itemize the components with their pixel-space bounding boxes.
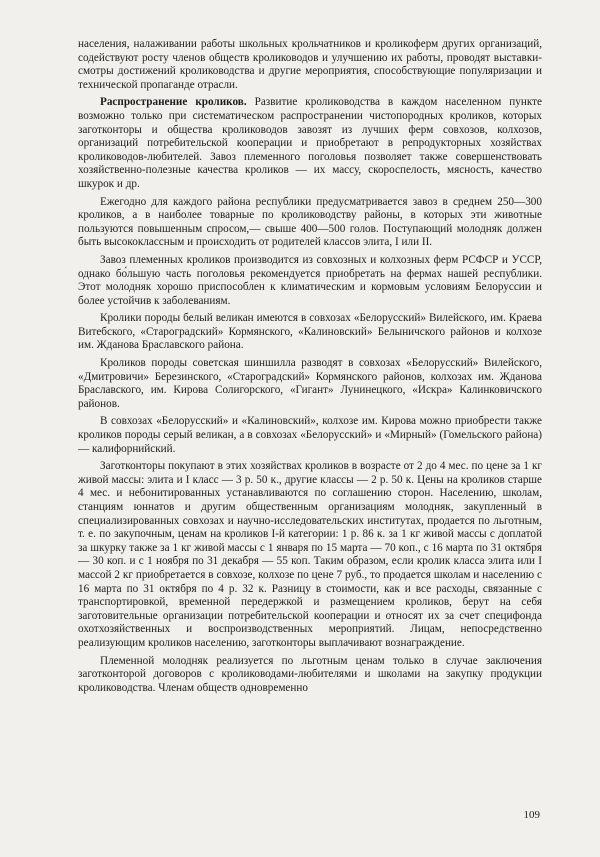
section-heading: Распространение кроликов. xyxy=(100,96,247,109)
paragraph-4-text: Завоз племенных кроликов производится из совхозных и колхозных ферм РСФСР и УССР, однако бо́льшую часть поголовья рекомендуется приобретать на фермах нашей республики. Этот молодняк хорошо приспособлен к климатическим и кормовым условиям Белоруссии и более устойчив к заболеваниям. xyxy=(78,253,542,307)
paragraph-1 xyxy=(78,38,542,92)
paragraph-5-text: Кролики породы белый великан имеются в совхозах «Белорусский» Вилейского, им. Краева Витебского, «Староградский» Кормянского, «Калиновский» Белыничского районов и колхозе им. Жданова Браславского района. xyxy=(78,312,542,352)
paragraph-3 xyxy=(78,196,542,250)
paragraph-6-text: Кроликов породы советская шиншилла разводят в совхозах «Белорусский» Вилейского, «Дмитровичи» Березинского, «Староградский» Кормянского районов, колхозах им. Жданова Браславского, им. Кирова Солигорского, «Гигант» Лунинецкого, «Искра» Калинковичского районов. xyxy=(78,357,542,410)
paragraph-2-text: Развитие кролиководства в каждом населенном пункте возможно только при систематическом распространении чистопородных кроликов, которых заготконторы и общества кролиководов завозят из лучших ферм совхозов, колхозов, организаций потребительской кооперации и приобретают в репродукторных хозяйствах кролиководов-любителей. Завоз племенного поголовья позволяет также совершенствовать хозяйственно-полезные качества кроликов — их массу, скороспелость, мясность, качество шкурок и др. xyxy=(78,96,542,190)
paragraph-4 xyxy=(78,254,542,308)
paragraph-8 xyxy=(78,460,542,650)
page-number: 109 xyxy=(523,809,540,821)
paragraph-6 xyxy=(78,357,542,411)
paragraph-9 xyxy=(78,655,542,696)
paragraph-7-text: В совхозах «Белорусский» и «Калиновский», колхозе им. Кирова можно приобрести также кроликов породы серый великан, а в совхозах «Белорусский» и «Мирный» (Гомельского района) — калифорнийский. xyxy=(78,415,542,455)
paragraph-2 xyxy=(78,96,542,191)
paragraph-3-text: Ежегодно для каждого района республики предусматривается завоз в среднем 250—300 кроликов, а в наиболее товарные по кролиководству районы, в которых эти животные пользуются повышенным спросом,— свыше 400—500 голов. Поступающий молодняк должен быть высококлассным и происходить от родителей классов элита, I или II. xyxy=(78,195,542,249)
page-body xyxy=(78,38,542,695)
paragraph-1-text: населения, налаживании работы школьных крольчатников и кроликоферм других организаций, содействуют росту членов обществ кролиководов и улучшению их работы, проводят выставки-смотры достижений кролиководства и другие мероприятия, способствующие популяризации и технической пропаганде отрасли. xyxy=(78,38,542,91)
paragraph-5 xyxy=(78,312,542,353)
paragraph-8-text: Заготконторы покупают в этих хозяйствах кроликов в возрасте от 2 до 4 мес. по цене за 1 кг живой массы: элита и I класс — 3 р. 50 к., другие классы — 2 р. 50 к. Цены на кроликов старше 4 мес. и небонитированных устанавливаются по соглашению сторон. Населению, школам, станциям юннатов и другим общественным организациям молодняк, закупленный в специализированных совхозах и научно-исследовательских институтах, продается по льготным, т. е. по закупочным, ценам на кроликов I-й категории: 1 р. 86 к. за 1 кг живой массы с доплатой за шкурку также за 1 кг живой массы с 1 января по 15 марта — 70 коп., с 16 марта по 31 октября — 30 коп. и с 1 ноября по 31 декабря — 55 коп. Таким образом, если кролик класса элита или I массой 2 кг приобретается в совхозе, колхозе по цене 7 руб., то продается школам и населению с 16 марта по 31 октября по 4 р. 32 к. Разницу в стоимости, как и все расходы, связанные с транспортировкой, временной передержкой и размещением кроликов, берут на себя заготовительные организации потребительской кооперации и относят их за счет специфонда охотхозяйственных и воспроизводственных мероприятий. Лицам, непосредственно реализующим кроликов населению, заготконторы выплачивают вознаграждение. xyxy=(78,460,542,649)
paragraph-9-text: Племенной молодняк реализуется по льготным ценам только в случае заключения заготконторой договоров с кролиководами-любителями и школами на закупку продукции кролиководства. Членам обществ одновременно xyxy=(78,654,542,694)
paragraph-7 xyxy=(78,415,542,456)
